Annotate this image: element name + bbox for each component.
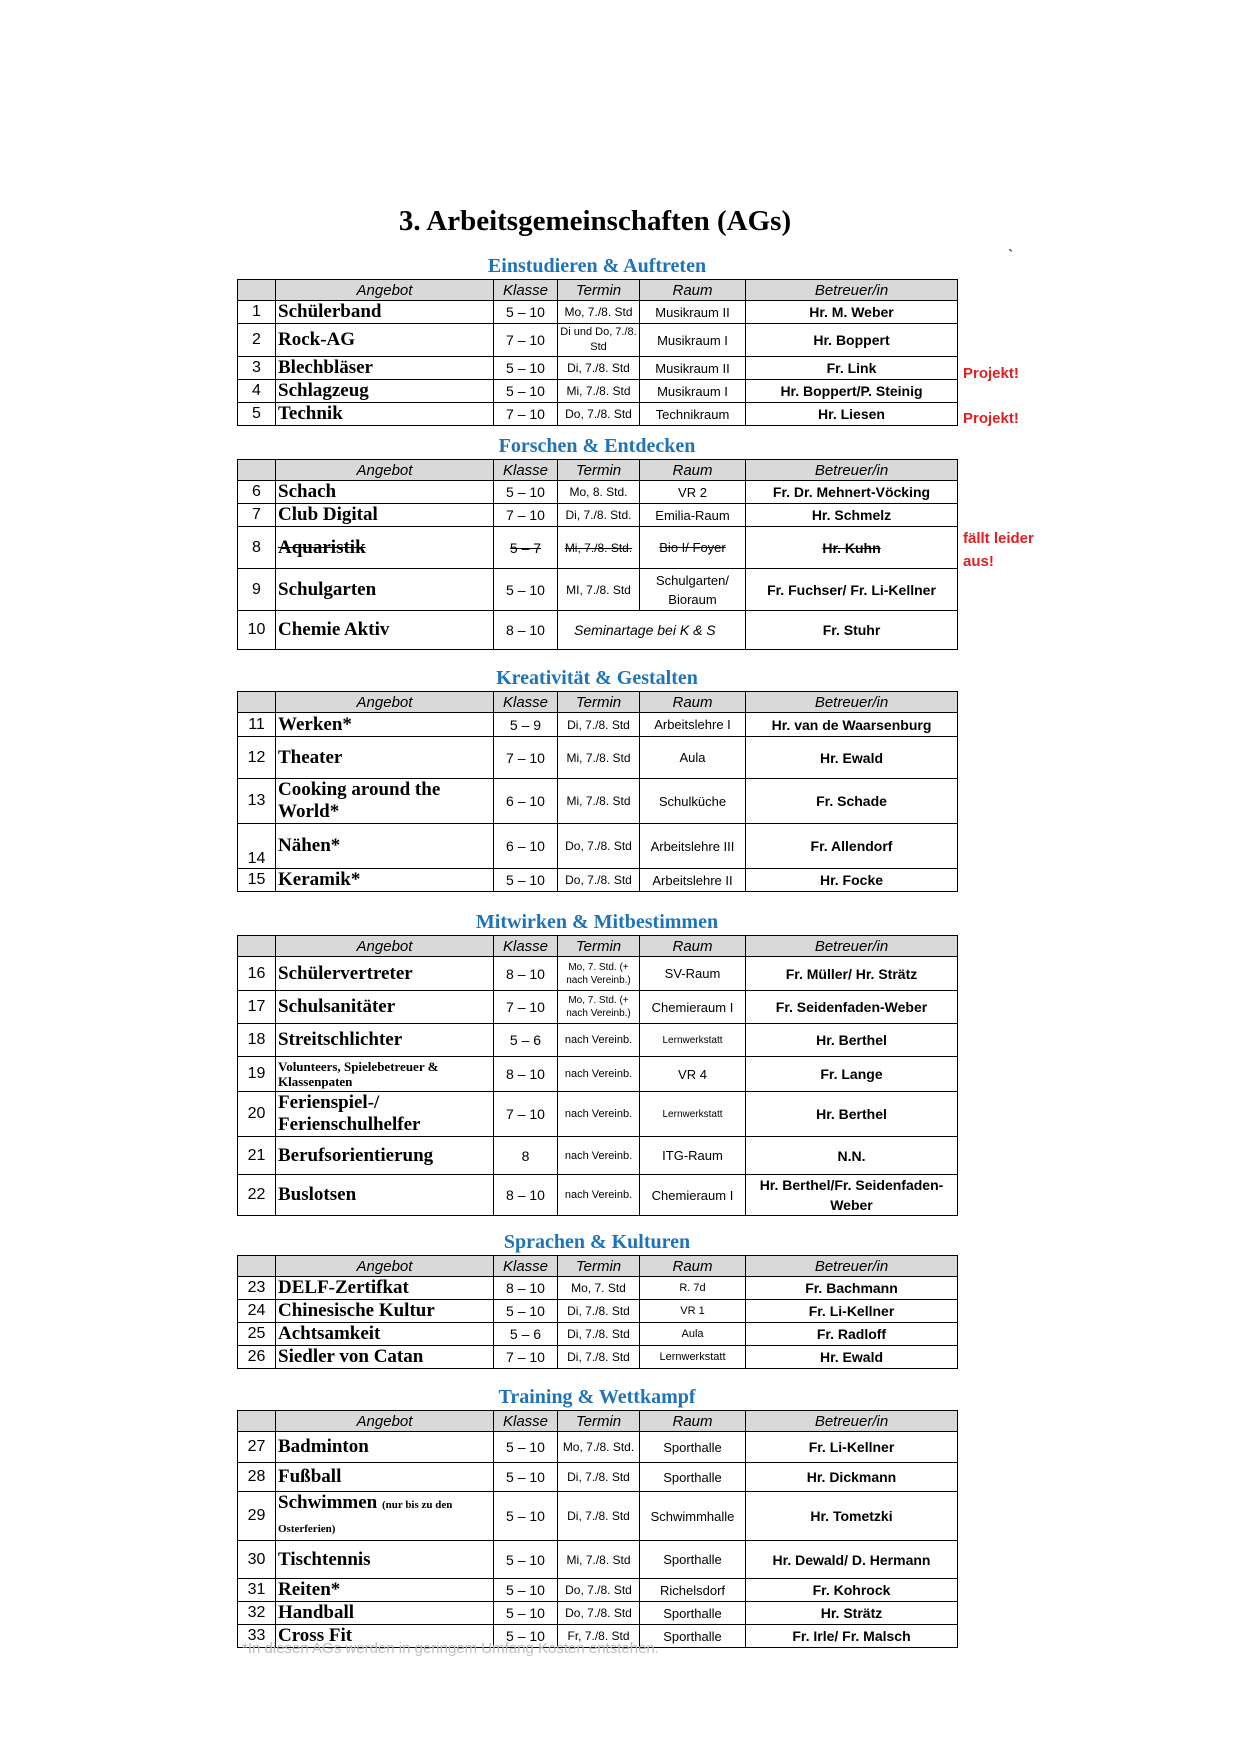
row-betreuer: Fr. Link — [746, 357, 958, 380]
row-betreuer: Fr. Li-Kellner — [746, 1432, 958, 1463]
row-number: 14 — [238, 824, 276, 869]
row-klasse: 8 – 10 — [494, 1057, 558, 1092]
row-klasse: 5 – 10 — [494, 357, 558, 380]
row-klasse: 6 – 10 — [494, 824, 558, 869]
header-raum: Raum — [640, 1411, 746, 1432]
row-termin: Di, 7./8. Std — [558, 1492, 640, 1541]
row-klasse: 5 – 10 — [494, 1541, 558, 1579]
header-betreuer: Betreuer/in — [746, 1411, 958, 1432]
row-number: 27 — [238, 1432, 276, 1463]
row-name: Siedler von Catan — [276, 1346, 494, 1369]
row-termin: Mo, 7./8. Std. — [558, 1432, 640, 1463]
table-row-cancelled — [238, 527, 958, 569]
projekt-note-5: Projekt! — [963, 410, 1019, 427]
table-row — [238, 301, 958, 324]
table-row — [238, 1024, 958, 1057]
row-betreuer: Fr. Radloff — [746, 1323, 958, 1346]
table-row — [238, 1175, 958, 1216]
row-raum: Technikraum — [640, 403, 746, 426]
row-name: Schulsanitäter — [276, 991, 494, 1024]
header-klasse: Klasse — [494, 692, 558, 713]
table-row — [238, 779, 958, 824]
row-termin: Do, 7./8. Std — [558, 1602, 640, 1625]
row-klasse: 7 – 10 — [494, 1346, 558, 1369]
section-kreativitaet — [237, 665, 957, 892]
row-termin: Di, 7./8. Std — [558, 1300, 640, 1323]
table-row — [238, 1432, 958, 1463]
row-klasse: 7 – 10 — [494, 991, 558, 1024]
row-raum: Lernwerkstatt — [640, 1346, 746, 1369]
header-raum: Raum — [640, 936, 746, 957]
row-betreuer: Hr. M. Weber — [746, 301, 958, 324]
header-klasse: Klasse — [494, 936, 558, 957]
header-betreuer: Betreuer/in — [746, 692, 958, 713]
row-betreuer: Hr. Berthel/Fr. Seidenfaden-Weber — [746, 1175, 958, 1216]
header-angebot: Angebot — [276, 1256, 494, 1277]
row-termin: Mi, 7./8. Std — [558, 779, 640, 824]
row-name: Schülerband — [276, 301, 494, 324]
row-name: Schlagzeug — [276, 380, 494, 403]
row-termin: Mi, 7./8. Std — [558, 1541, 640, 1579]
row-name: Tischtennis — [276, 1541, 494, 1579]
table-row — [238, 824, 958, 869]
row-betreuer: Hr. Ewald — [746, 737, 958, 779]
table-row — [238, 324, 958, 357]
row-raum: Sporthalle — [640, 1625, 746, 1648]
row-klasse: 5 – 9 — [494, 713, 558, 737]
row-number: 13 — [238, 779, 276, 824]
section-title: Training & Wettkampf — [498, 1386, 696, 1408]
row-number: 6 — [238, 481, 276, 504]
row-betreuer: Hr. Boppert/P. Steinig — [746, 380, 958, 403]
row-name: Technik — [276, 403, 494, 426]
header-raum: Raum — [640, 692, 746, 713]
row-klasse: 8 – 10 — [494, 957, 558, 991]
row-number: 24 — [238, 1300, 276, 1323]
header-termin: Termin — [558, 1256, 640, 1277]
table-row — [238, 1463, 958, 1492]
row-termin: MI, 7./8. Std — [558, 569, 640, 611]
row-termin: Mo, 7. Std — [558, 1277, 640, 1300]
row-raum: Sporthalle — [640, 1432, 746, 1463]
header-termin: Termin — [558, 1411, 640, 1432]
table-header-row — [238, 1256, 958, 1277]
row-termin: Di, 7./8. Std — [558, 357, 640, 380]
row-klasse: 5 – 10 — [494, 1625, 558, 1648]
ag-table — [237, 935, 958, 1216]
row-name: Buslotsen — [276, 1175, 494, 1216]
row-raum: VR 1 — [640, 1300, 746, 1323]
table-row — [238, 737, 958, 779]
row-termin: Do, 7./8. Std — [558, 824, 640, 869]
row-name: Fußball — [276, 1463, 494, 1492]
row-betreuer: Hr. Ewald — [746, 1346, 958, 1369]
row-raum: Aula — [640, 1323, 746, 1346]
row-raum: VR 4 — [640, 1057, 746, 1092]
row-betreuer: Fr. Lange — [746, 1057, 958, 1092]
row-termin: Di und Do, 7./8. Std — [558, 324, 640, 357]
header-raum: Raum — [640, 280, 746, 301]
header-angebot: Angebot — [276, 280, 494, 301]
row-raum: Sporthalle — [640, 1463, 746, 1492]
row-klasse: 8 — [494, 1137, 558, 1175]
row-number: 25 — [238, 1323, 276, 1346]
row-klasse: 7 – 10 — [494, 737, 558, 779]
section-title: Mitwirken & Mitbestimmen — [475, 911, 719, 933]
row-betreuer: Hr. Boppert — [746, 324, 958, 357]
row-name: Schach — [276, 481, 494, 504]
row-number: 11 — [238, 713, 276, 737]
row-name: Cooking around the World* — [276, 779, 494, 824]
row-number: 16 — [238, 957, 276, 991]
projekt-note-3: Projekt! — [963, 365, 1019, 382]
row-betreuer: Fr. Seidenfaden-Weber — [746, 991, 958, 1024]
row-name: Theater — [276, 737, 494, 779]
header-raum: Raum — [640, 460, 746, 481]
table-row — [238, 1346, 958, 1369]
row-betreuer: Fr. Müller/ Hr. Strätz — [746, 957, 958, 991]
header-nr — [238, 280, 276, 301]
table-row — [238, 380, 958, 403]
row-termin: Di, 7./8. Std. — [558, 504, 640, 527]
row-betreuer: Hr. van de Waarsenburg — [746, 713, 958, 737]
row-termin: nach Vereinb. — [558, 1092, 640, 1137]
row-klasse: 5 – 10 — [494, 1432, 558, 1463]
row-name: Rock-AG — [276, 324, 494, 357]
ag-table — [237, 459, 958, 650]
row-betreuer: Hr. Strätz — [746, 1602, 958, 1625]
row-number: 17 — [238, 991, 276, 1024]
corner-mark: ` — [1008, 248, 1014, 265]
row-betreuer: Fr. Irle/ Fr. Malsch — [746, 1625, 958, 1648]
row-termin: Do, 7./8. Std — [558, 403, 640, 426]
header-klasse: Klasse — [494, 460, 558, 481]
row-termin: Seminartage bei K & S — [558, 611, 746, 650]
row-klasse: 5 – 10 — [494, 1492, 558, 1541]
row-klasse: 5 – 10 — [494, 1602, 558, 1625]
ag-table — [237, 691, 958, 892]
row-number: 20 — [238, 1092, 276, 1137]
section-training — [237, 1384, 957, 1648]
row-klasse: 5 – 6 — [494, 1323, 558, 1346]
row-name: Badminton — [276, 1432, 494, 1463]
ag-table — [237, 279, 958, 426]
row-termin: nach Vereinb. — [558, 1057, 640, 1092]
row-betreuer: Hr. Tometzki — [746, 1492, 958, 1541]
row-betreuer: Hr. Dickmann — [746, 1463, 958, 1492]
row-number: 29 — [238, 1492, 276, 1541]
table-header-row — [238, 692, 958, 713]
row-betreuer: Hr. Berthel — [746, 1024, 958, 1057]
row-name: Berufsorientierung — [276, 1137, 494, 1175]
row-number: 8 — [238, 527, 276, 569]
row-klasse: 7 – 10 — [494, 324, 558, 357]
table-header-row — [238, 460, 958, 481]
table-row — [238, 1092, 958, 1137]
row-name: Werken* — [276, 713, 494, 737]
row-klasse: 5 – 10 — [494, 380, 558, 403]
table-row — [238, 1137, 958, 1175]
row-betreuer: Fr. Allendorf — [746, 824, 958, 869]
table-row — [238, 481, 958, 504]
row-name: DELF-Zertifkat — [276, 1277, 494, 1300]
table-row — [238, 357, 958, 380]
row-number: 23 — [238, 1277, 276, 1300]
row-number: 7 — [238, 504, 276, 527]
row-raum: Schulküche — [640, 779, 746, 824]
row-number: 28 — [238, 1463, 276, 1492]
row-klasse: 7 – 10 — [494, 504, 558, 527]
header-angebot: Angebot — [276, 460, 494, 481]
header-nr — [238, 460, 276, 481]
row-termin: Fr, 7./8. Std — [558, 1625, 640, 1648]
row-number: 2 — [238, 324, 276, 357]
row-termin: Mo, 7./8. Std — [558, 301, 640, 324]
row-betreuer: N.N. — [746, 1137, 958, 1175]
row-termin: Do, 7./8. Std — [558, 1579, 640, 1602]
header-nr — [238, 1256, 276, 1277]
table-row — [238, 403, 958, 426]
row-betreuer: Hr. Kuhn — [746, 527, 958, 569]
row-raum: R. 7d — [640, 1277, 746, 1300]
section-title: Kreativität & Gestalten — [496, 667, 698, 689]
header-betreuer: Betreuer/in — [746, 280, 958, 301]
row-termin: Do, 7./8. Std — [558, 869, 640, 892]
row-klasse: 8 – 10 — [494, 1277, 558, 1300]
row-betreuer: Hr. Focke — [746, 869, 958, 892]
header-termin: Termin — [558, 692, 640, 713]
row-number: 19 — [238, 1057, 276, 1092]
row-name-text: Schwimmen — [278, 1492, 378, 1513]
row-raum: Musikraum II — [640, 357, 746, 380]
header-termin: Termin — [558, 280, 640, 301]
section-sprachen — [237, 1229, 957, 1369]
table-row — [238, 713, 958, 737]
row-termin: nach Vereinb. — [558, 1137, 640, 1175]
row-number: 30 — [238, 1541, 276, 1579]
header-betreuer: Betreuer/in — [746, 1256, 958, 1277]
row-termin: Mi, 7./8. Std — [558, 737, 640, 779]
header-termin: Termin — [558, 460, 640, 481]
table-row — [238, 1492, 958, 1541]
row-raum: VR 2 — [640, 481, 746, 504]
row-number: 3 — [238, 357, 276, 380]
ag-table — [237, 1255, 958, 1369]
row-name-note: (nur bis zu den Osterferien) — [278, 1499, 453, 1535]
table-row — [238, 957, 958, 991]
row-klasse: 5 – 6 — [494, 1024, 558, 1057]
row-name: Keramik* — [276, 869, 494, 892]
row-klasse: 6 – 10 — [494, 779, 558, 824]
row-name: Chinesische Kultur — [276, 1300, 494, 1323]
table-row — [238, 991, 958, 1024]
footnote: *In diesen AGs werden in geringem Umfang Kosten entstehen. — [242, 1640, 659, 1657]
table-header-row — [238, 1411, 958, 1432]
row-betreuer: Fr. Bachmann — [746, 1277, 958, 1300]
row-name: Aquaristik — [276, 527, 494, 569]
row-betreuer: Fr. Kohrock — [746, 1579, 958, 1602]
header-klasse: Klasse — [494, 1256, 558, 1277]
header-nr — [238, 936, 276, 957]
table-header-row — [238, 936, 958, 957]
row-klasse: 5 – 10 — [494, 301, 558, 324]
row-betreuer: Hr. Dewald/ D. Hermann — [746, 1541, 958, 1579]
header-betreuer: Betreuer/in — [746, 460, 958, 481]
row-number: 22 — [238, 1175, 276, 1216]
row-raum: Chemieraum I — [640, 991, 746, 1024]
row-raum: Sporthalle — [640, 1541, 746, 1579]
row-name: Streitschlichter — [276, 1024, 494, 1057]
table-row — [238, 1277, 958, 1300]
row-number: 21 — [238, 1137, 276, 1175]
header-raum: Raum — [640, 1256, 746, 1277]
row-name: Cross Fit — [276, 1625, 494, 1648]
row-raum: Sporthalle — [640, 1602, 746, 1625]
row-raum: Bio I/ Foyer — [640, 527, 746, 569]
row-klasse: 8 – 10 — [494, 611, 558, 650]
cancelled-note: fällt leider aus! — [963, 530, 1034, 570]
row-termin: Di, 7./8. Std — [558, 713, 640, 737]
ag-table — [237, 1410, 958, 1648]
row-name: Club Digital — [276, 504, 494, 527]
section-einstudieren — [237, 253, 957, 426]
row-raum: ITG-Raum — [640, 1137, 746, 1175]
row-raum: Aula — [640, 737, 746, 779]
row-name: Chemie Aktiv — [276, 611, 494, 650]
row-name: Nähen* — [276, 824, 494, 869]
row-raum: Emilia-Raum — [640, 504, 746, 527]
header-betreuer: Betreuer/in — [746, 936, 958, 957]
row-raum: Chemieraum I — [640, 1175, 746, 1216]
row-number: 18 — [238, 1024, 276, 1057]
row-raum: Lernwerkstatt — [640, 1092, 746, 1137]
table-row — [238, 1323, 958, 1346]
section-mitwirken — [237, 909, 957, 1216]
row-number: 1 — [238, 301, 276, 324]
row-name: Volunteers, Spielebetreuer & Klassenpaten — [276, 1057, 494, 1092]
row-klasse: 5 – 10 — [494, 569, 558, 611]
section-title: Forschen & Entdecken — [498, 435, 696, 457]
row-betreuer: Hr. Schmelz — [746, 504, 958, 527]
row-name: Achtsamkeit — [276, 1323, 494, 1346]
row-raum: Schwimmhalle — [640, 1492, 746, 1541]
row-klasse: 8 – 10 — [494, 1175, 558, 1216]
row-raum: Musikraum I — [640, 324, 746, 357]
table-row — [238, 504, 958, 527]
row-name: Ferienspiel-/ Ferienschulhelfer — [276, 1092, 494, 1137]
table-row — [238, 1579, 958, 1602]
header-nr — [238, 692, 276, 713]
row-number: 5 — [238, 403, 276, 426]
row-raum: Richelsdorf — [640, 1579, 746, 1602]
row-number: 9 — [238, 569, 276, 611]
row-raum: Arbeitslehre II — [640, 869, 746, 892]
row-name: Reiten* — [276, 1579, 494, 1602]
header-angebot: Angebot — [276, 692, 494, 713]
row-betreuer: Hr. Berthel — [746, 1092, 958, 1137]
row-raum: Arbeitslehre III — [640, 824, 746, 869]
section-forschen — [237, 433, 957, 650]
row-betreuer: Fr. Fuchser/ Fr. Li-Kellner — [746, 569, 958, 611]
row-termin: Di, 7./8. Std — [558, 1323, 640, 1346]
row-klasse: 5 – 7 — [494, 527, 558, 569]
header-termin: Termin — [558, 936, 640, 957]
row-klasse: 7 – 10 — [494, 1092, 558, 1137]
row-betreuer: Fr. Schade — [746, 779, 958, 824]
header-nr — [238, 1411, 276, 1432]
row-raum: Musikraum I — [640, 380, 746, 403]
table-row — [238, 1541, 958, 1579]
row-number: 10 — [238, 611, 276, 650]
row-klasse: 5 – 10 — [494, 481, 558, 504]
section-title: Einstudieren & Auftreten — [487, 255, 707, 277]
row-klasse: 5 – 10 — [494, 1463, 558, 1492]
row-klasse: 5 – 10 — [494, 1300, 558, 1323]
row-termin: Di, 7./8. Std — [558, 1346, 640, 1369]
row-number: 4 — [238, 380, 276, 403]
row-raum: Lernwerkstatt — [640, 1024, 746, 1057]
row-name: Handball — [276, 1602, 494, 1625]
row-name — [276, 1492, 494, 1541]
row-number: 31 — [238, 1579, 276, 1602]
header-angebot: Angebot — [276, 1411, 494, 1432]
row-raum: Arbeitslehre I — [640, 713, 746, 737]
row-termin: Mo, 7. Std. (+ nach Vereinb.) — [558, 991, 640, 1024]
row-name: Schulgarten — [276, 569, 494, 611]
header-klasse: Klasse — [494, 1411, 558, 1432]
row-betreuer: Fr. Li-Kellner — [746, 1300, 958, 1323]
row-termin: Di, 7./8. Std — [558, 1463, 640, 1492]
header-klasse: Klasse — [494, 280, 558, 301]
row-raum: Schulgarten/ Bioraum — [640, 569, 746, 611]
row-number: 33 — [238, 1625, 276, 1648]
row-name: Schülervertreter — [276, 957, 494, 991]
table-row — [238, 611, 958, 650]
row-termin: Mo, 8. Std. — [558, 481, 640, 504]
row-number: 26 — [238, 1346, 276, 1369]
table-row — [238, 1602, 958, 1625]
row-termin: Mi, 7./8. Std — [558, 380, 640, 403]
table-row — [238, 1057, 958, 1092]
row-number: 32 — [238, 1602, 276, 1625]
row-termin: nach Vereinb. — [558, 1024, 640, 1057]
row-number: 12 — [238, 737, 276, 779]
table-row — [238, 869, 958, 892]
row-termin: Mi, 7./8. Std. — [558, 527, 640, 569]
row-klasse: 5 – 10 — [494, 1579, 558, 1602]
row-name: Blechbläser — [276, 357, 494, 380]
row-raum: SV-Raum — [640, 957, 746, 991]
row-betreuer: Fr. Stuhr — [746, 611, 958, 650]
row-klasse: 7 – 10 — [494, 403, 558, 426]
section-title: Sprachen & Kulturen — [503, 1231, 691, 1253]
row-termin: nach Vereinb. — [558, 1175, 640, 1216]
row-raum: Musikraum II — [640, 301, 746, 324]
row-betreuer: Fr. Dr. Mehnert-Vöcking — [746, 481, 958, 504]
header-angebot: Angebot — [276, 936, 494, 957]
row-klasse: 5 – 10 — [494, 869, 558, 892]
row-number: 15 — [238, 869, 276, 892]
page-title: 3. Arbeitsgemeinschaften (AGs) — [398, 205, 792, 237]
table-row — [238, 569, 958, 611]
table-header-row — [238, 280, 958, 301]
row-termin: Mo, 7. Std. (+ nach Vereinb.) — [558, 957, 640, 991]
row-betreuer: Hr. Liesen — [746, 403, 958, 426]
table-row — [238, 1300, 958, 1323]
